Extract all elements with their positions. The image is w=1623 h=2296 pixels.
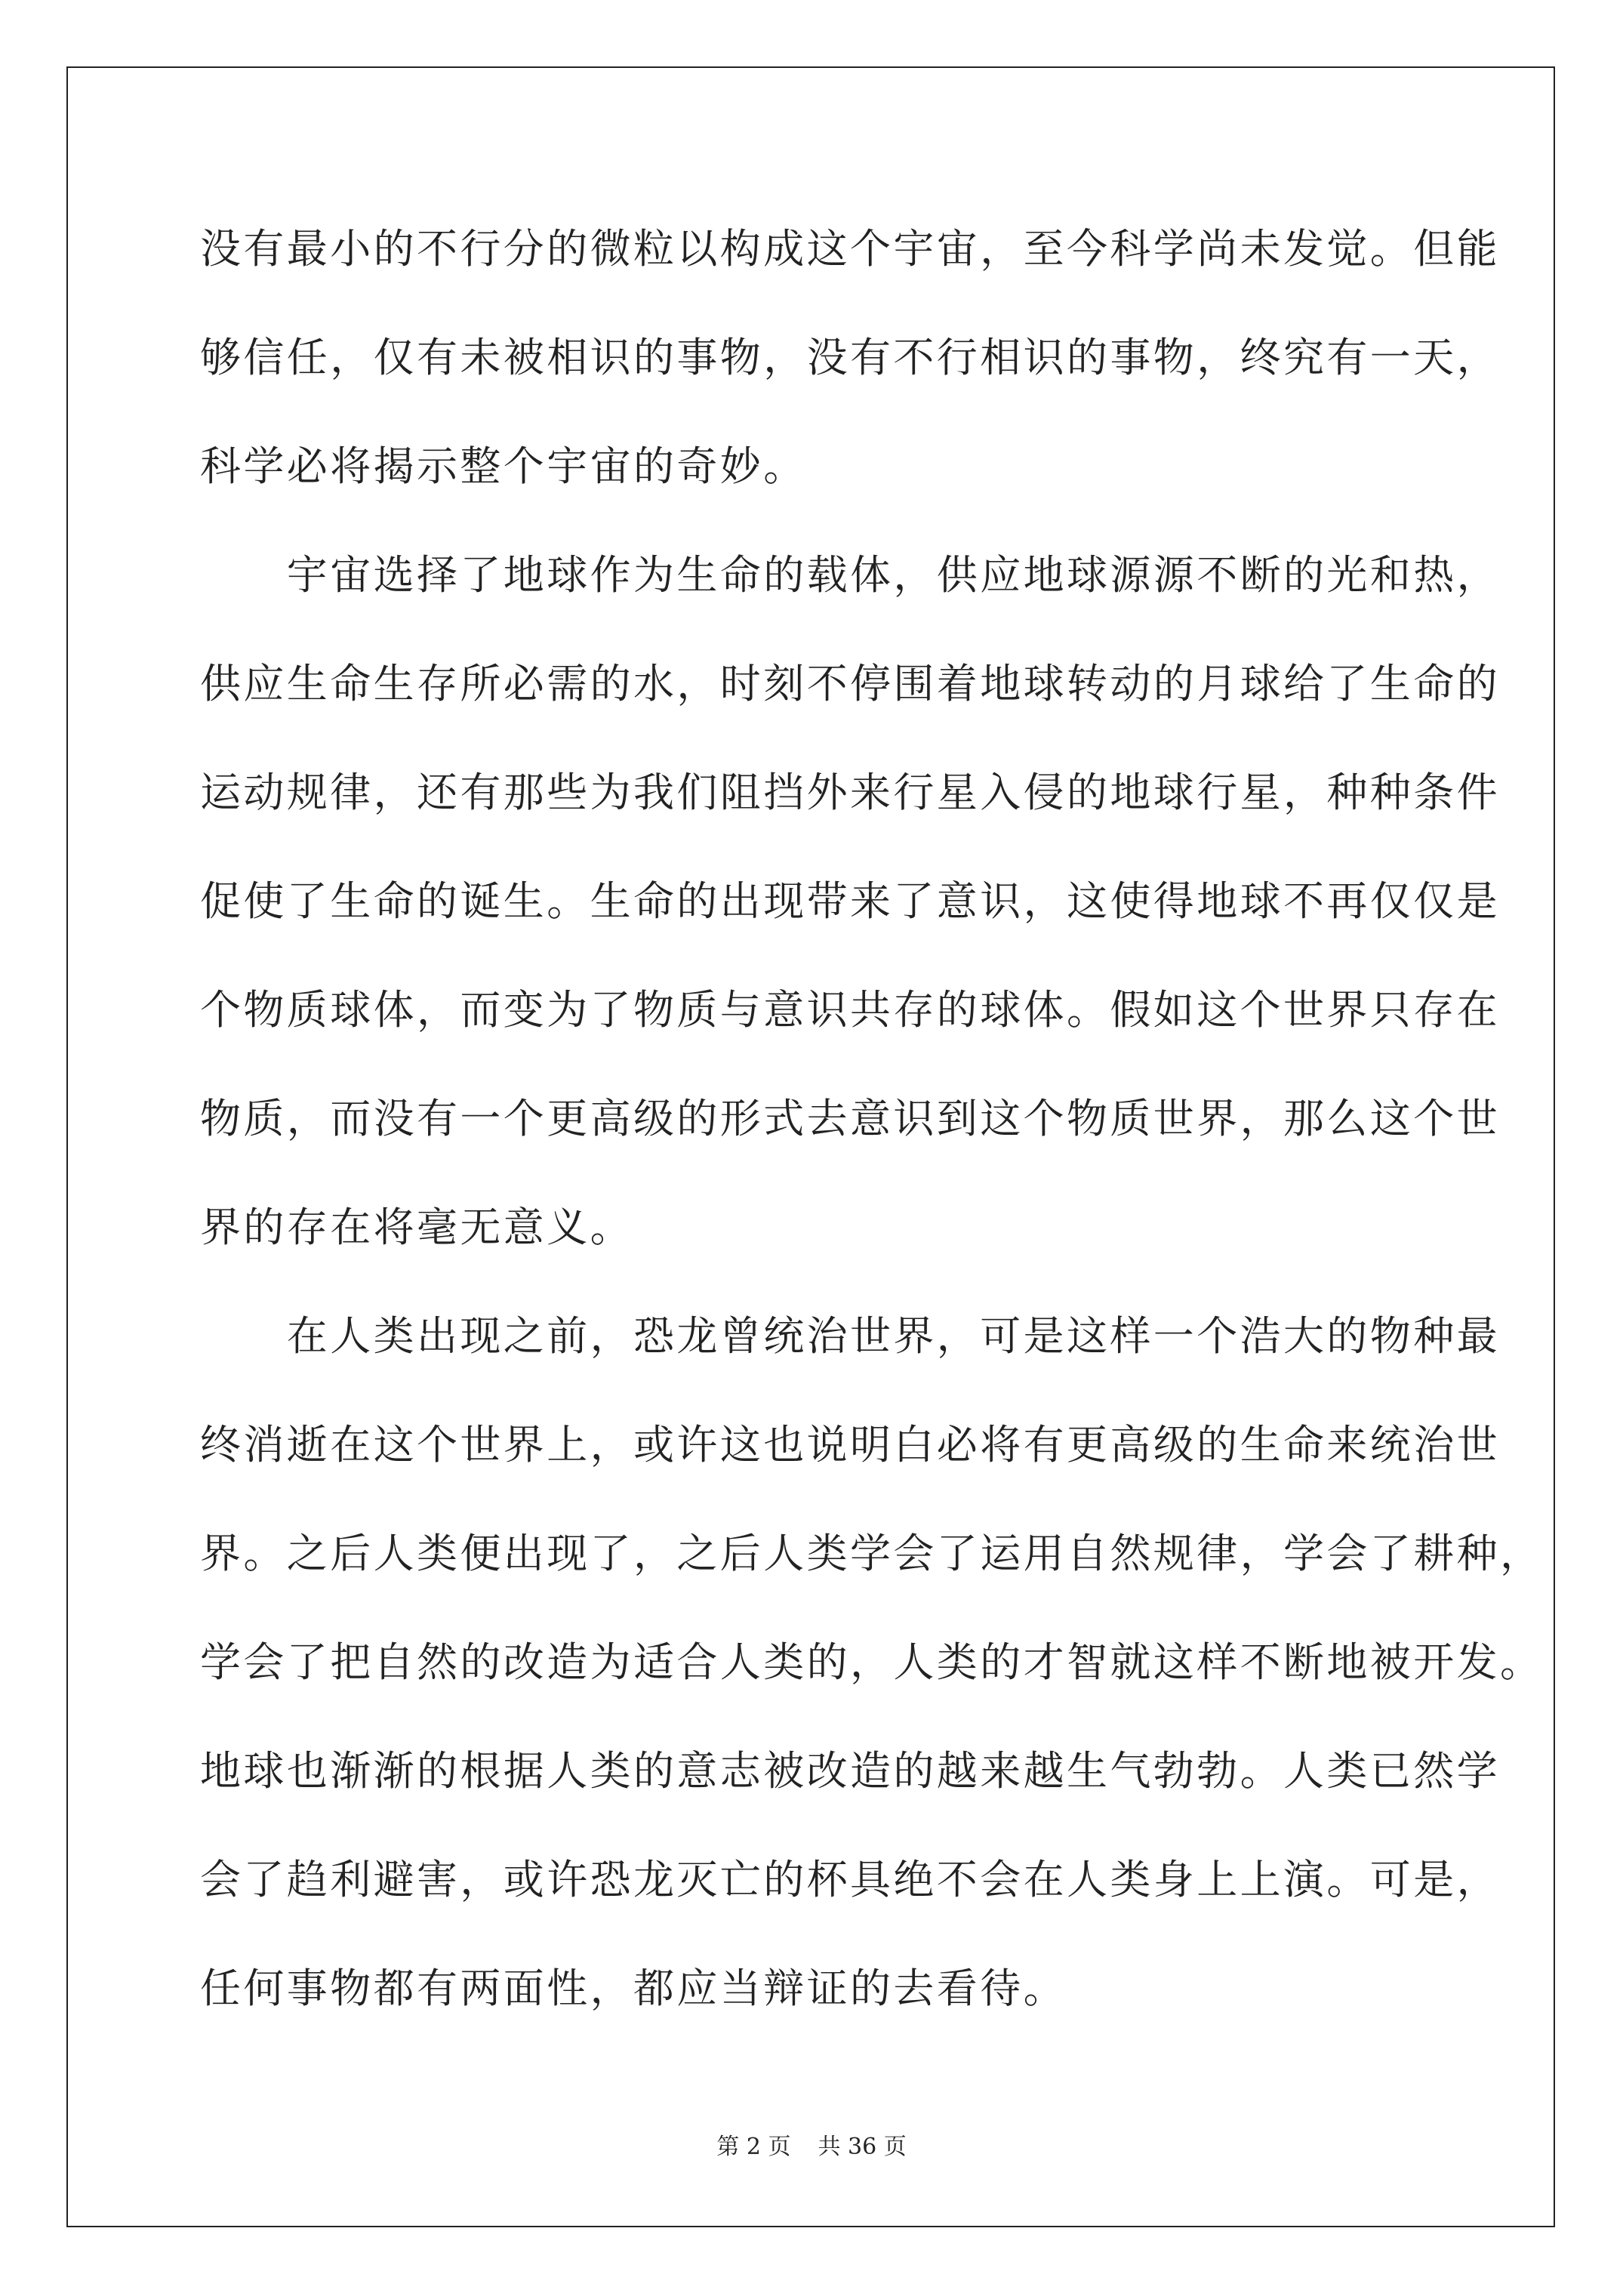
text-line: 在人类出现之前，恐龙曾统治世界，可是这样一个浩大的物种最 bbox=[200, 1312, 1500, 1360]
text-line: 界的存在将毫无意义。 bbox=[200, 1203, 633, 1251]
text-line: 界。之后人类便出现了，之后人类学会了运用自然规律，学会了耕种， bbox=[200, 1530, 1544, 1577]
text-line: 个物质球体，而变为了物质与意识共存的球体。假如这个世界只存在 bbox=[200, 986, 1500, 1034]
text-line: 学会了把自然的改造为适合人类的，人类的才智就这样不断地被开发。 bbox=[200, 1638, 1544, 1686]
text-line: 终消逝在这个世界上，或许这也说明白必将有更高级的生命来统治世 bbox=[200, 1421, 1500, 1469]
page-total: 共 36 页 bbox=[818, 2134, 907, 2160]
page-footer bbox=[0, 2128, 1623, 2161]
text-line: 科学必将揭示整个宇宙的奇妙。 bbox=[200, 442, 807, 490]
text-line: 会了趋利避害，或许恐龙灭亡的杯具绝不会在人类身上上演。可是， bbox=[200, 1856, 1500, 1903]
text-line: 地球也渐渐的根据人类的意志被改造的越来越生气勃勃。人类已然学 bbox=[200, 1747, 1500, 1795]
text-line: 没有最小的不行分的微粒以构成这个宇宙，至今科学尚未发觉。但能 bbox=[200, 225, 1500, 273]
text-line: 促使了生命的诞生。生命的出现带来了意识，这使得地球不再仅仅是 bbox=[200, 877, 1500, 925]
text-line: 供应生命生存所必需的水，时刻不停围着地球转动的月球给了生命的 bbox=[200, 660, 1500, 707]
text-line: 物质，而没有一个更高级的形式去意识到这个物质世界，那么这个世 bbox=[200, 1095, 1500, 1142]
text-line: 够信任，仅有未被相识的事物，没有不行相识的事物，终究有一天， bbox=[200, 334, 1500, 381]
text-line: 任何事物都有两面性，都应当辩证的去看待。 bbox=[200, 1965, 1067, 2012]
text-line: 宇宙选择了地球作为生命的载体，供应地球源源不断的光和热， bbox=[200, 551, 1500, 599]
page-number: 第 2 页 bbox=[716, 2134, 791, 2160]
document-body bbox=[200, 211, 1544, 2060]
text-line: 运动规律，还有那些为我们阻挡外来行星入侵的地球行星，种种条件 bbox=[200, 769, 1500, 816]
